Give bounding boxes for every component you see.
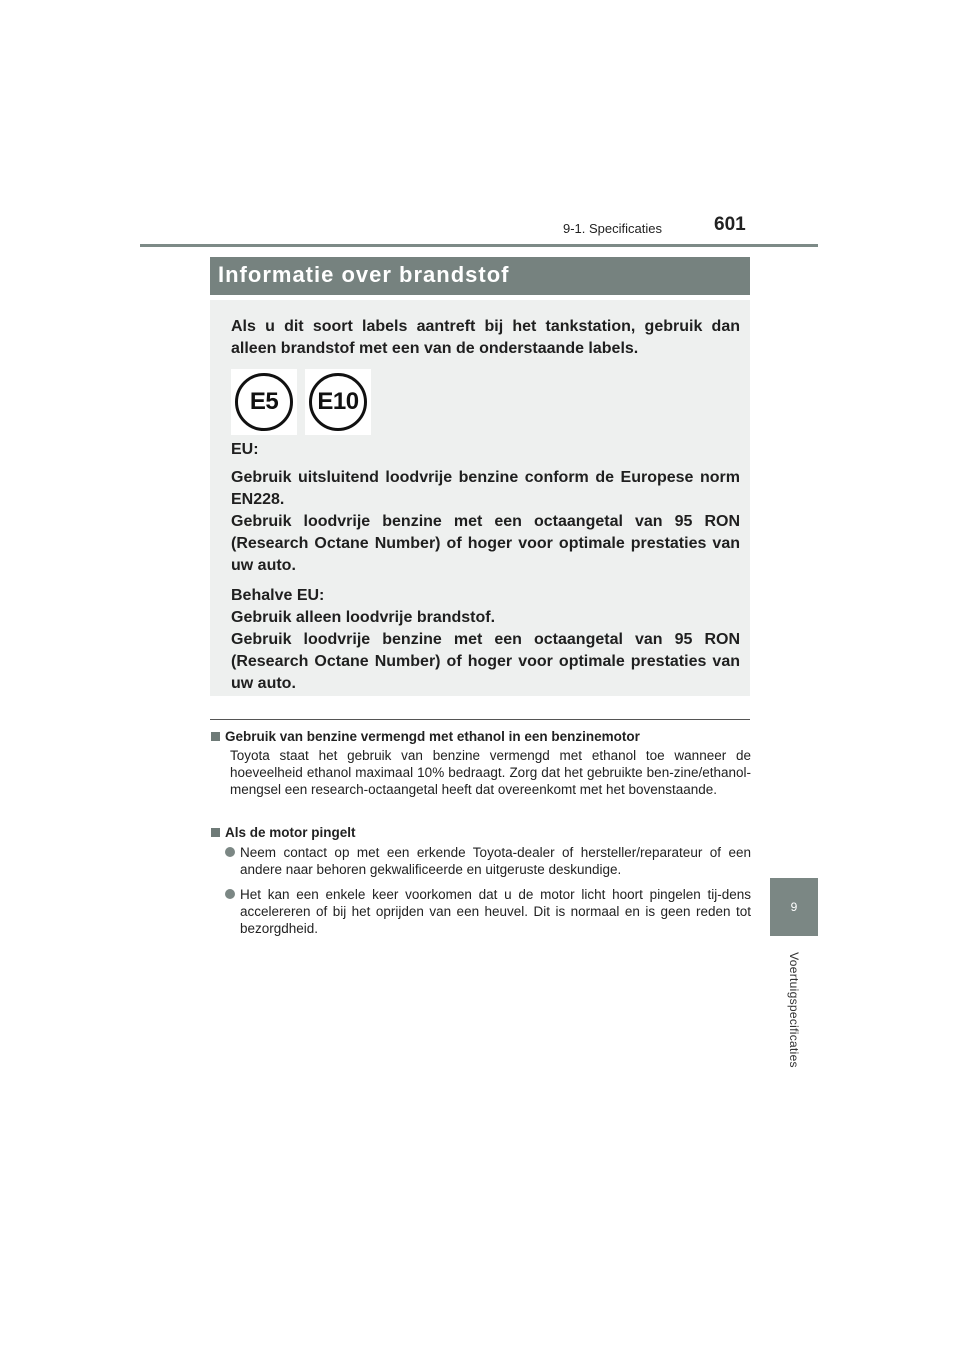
section-ethanol-heading-text: Gebruik van benzine vermengd met ethanol in een benzinemotor: [225, 729, 640, 744]
page-number: 601: [714, 214, 746, 235]
eu-text-2: Gebruik loodvrije benzine met een octaangetal van 95 RON (Research Octane Number) of hoger voor optimale prestaties van uw auto.: [231, 513, 740, 574]
fuel-label-e10: [305, 369, 371, 435]
eu-text-1: Gebruik uitsluitend loodvrije benzine conform de Europese norm EN228.: [231, 469, 740, 508]
non-eu-text-2: Gebruik loodvrije benzine met een octaangetal van 95 RON (Research Octane Number) of hoger voor optimale prestaties van uw auto.: [231, 631, 740, 692]
section-ethanol: [211, 728, 751, 798]
non-eu-text-1: Gebruik alleen loodvrije brandstof.: [231, 609, 496, 626]
section-knock: [211, 824, 751, 937]
list-item-text: Neem contact op met een erkende Toyota-dealer of hersteller/reparateur of een andere naar behoren gekwalificeerde en uitgeruste deskundige.: [240, 845, 751, 877]
eu-heading: EU:: [231, 441, 259, 458]
section-ethanol-text: Toyota staat het gebruik van benzine vermengd met ethanol toe wanneer de hoeveelheid ethanol maximaal 10% bedraagt. Zorg dat het gebruikte ben-zine/ethanol-mengsel een research-octaangetal heeft dat overeenkomt met het bovenstaande.: [230, 748, 751, 797]
section-divider: [210, 719, 750, 720]
header-divider: [140, 244, 818, 247]
chapter-tab: [770, 878, 818, 936]
fuel-labels: [231, 369, 371, 435]
section-knock-heading-text: Als de motor pingelt: [225, 825, 356, 840]
header-section-title: 9-1. Specificaties: [563, 221, 662, 236]
list-item-text: Het kan een enkele keer voorkomen dat u de motor licht hoort pingelen tij-dens accelereren of bij het oprijden van een heuvel. Dit is normaal en is geen reden tot bezorgdheid.: [240, 887, 751, 936]
square-bullet-icon: [211, 828, 220, 837]
section-ethanol-heading: [211, 728, 751, 745]
info-intro: Als u dit soort labels aantreft bij het tankstation, gebruik dan alleen brandstof met een van de onderstaande labels.: [231, 318, 740, 357]
circle-bullet-icon: [225, 889, 235, 899]
chapter-number: 9: [790, 900, 798, 914]
section-title: Informatie over brandstof: [218, 262, 510, 287]
fuel-label-e5-ring: [235, 373, 293, 431]
fuel-label-e10-text: E10: [317, 388, 359, 415]
fuel-label-e5: [231, 369, 297, 435]
chapter-title: Voertuigspecificaties: [787, 952, 801, 1068]
square-bullet-icon: [211, 732, 220, 741]
list-item: [225, 844, 751, 878]
list-item: [225, 886, 751, 937]
fuel-label-e10-ring: [309, 373, 367, 431]
section-knock-heading: [211, 824, 751, 841]
circle-bullet-icon: [225, 847, 235, 857]
non-eu-heading: Behalve EU:: [231, 587, 325, 604]
fuel-label-e5-text: E5: [249, 388, 279, 415]
